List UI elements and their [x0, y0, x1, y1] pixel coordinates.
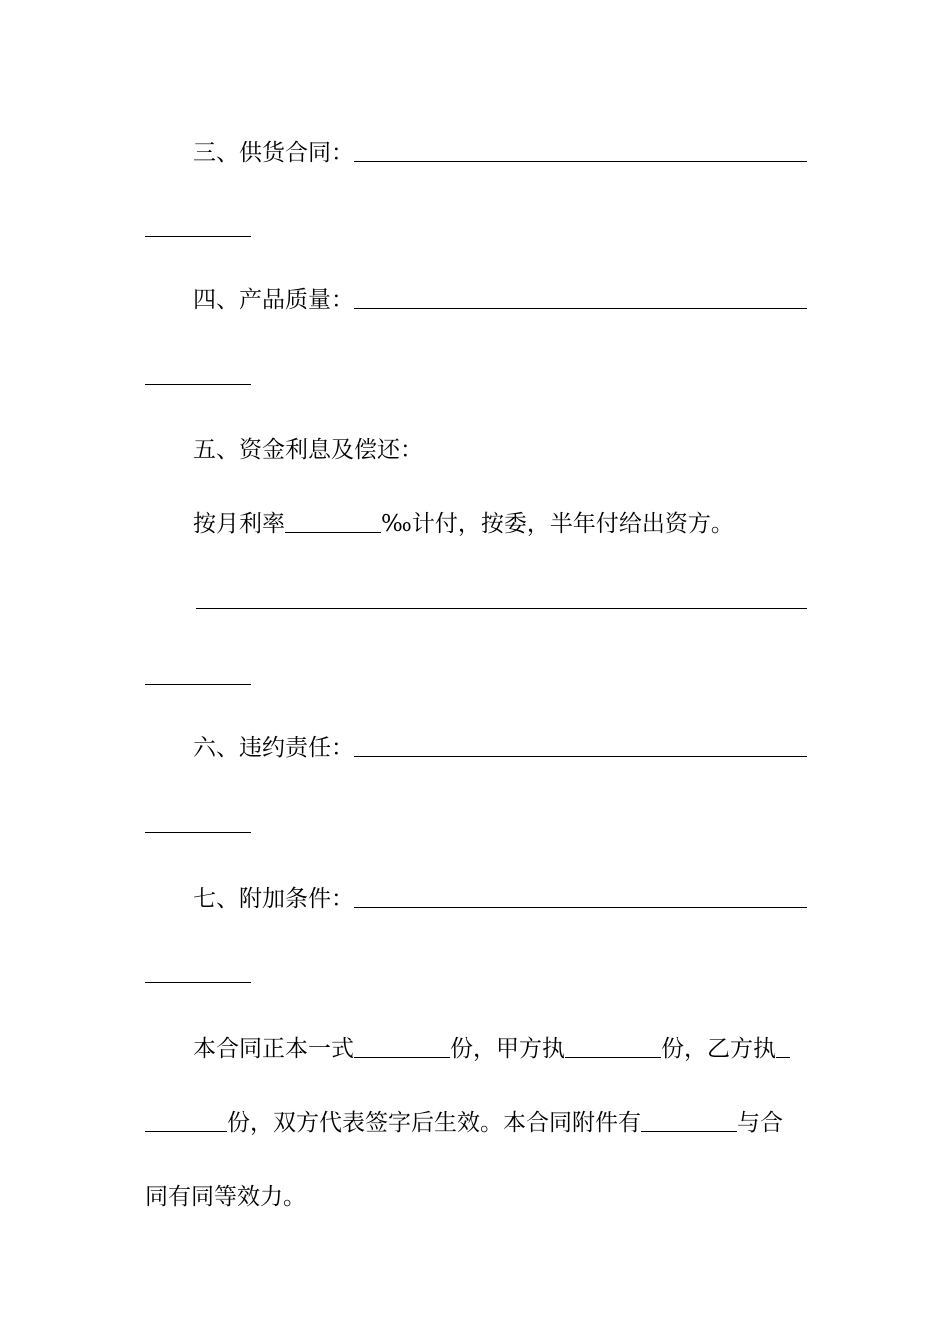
party-a-copies-blank[interactable]: [565, 1057, 661, 1058]
funds-extra-blank[interactable]: [196, 608, 807, 609]
copies-text-e: 与合: [737, 1110, 783, 1136]
interest-rate-prefix: 按月利率: [193, 511, 285, 537]
supply-contract-line: [193, 138, 807, 168]
funds-extra-blank-continued[interactable]: [145, 684, 251, 685]
interest-rate-line: [193, 509, 807, 539]
additional-terms-blank[interactable]: [354, 907, 807, 908]
product-quality-blank[interactable]: [354, 308, 807, 309]
additional-terms-line: [193, 884, 807, 914]
copies-text-f: 同有同等效力。: [145, 1184, 306, 1210]
copies-line-1: [193, 1034, 807, 1064]
copies-text-a: 本合同正本一式: [193, 1036, 354, 1062]
breach-liability-blank-continued[interactable]: [145, 832, 251, 833]
breach-liability-blank[interactable]: [354, 756, 807, 757]
additional-terms-blank-continued[interactable]: [145, 982, 251, 983]
supply-contract-label: 三、供货合同：: [193, 140, 354, 166]
interest-rate-suffix: ‰计付，按委，半年付给出资方。: [381, 511, 734, 537]
breach-liability-label: 六、违约责任：: [193, 735, 354, 761]
copies-line-3: [145, 1182, 807, 1212]
supply-contract-blank[interactable]: [354, 161, 807, 162]
product-quality-line: [193, 285, 807, 315]
product-quality-label: 四、产品质量：: [193, 287, 354, 313]
total-copies-blank[interactable]: [354, 1057, 450, 1058]
copies-text-b: 份，甲方执: [450, 1036, 565, 1062]
copies-line-2: [145, 1108, 807, 1138]
funds-interest-line: [193, 435, 807, 465]
attachments-blank[interactable]: [641, 1131, 737, 1132]
party-b-copies-blank[interactable]: [776, 1057, 790, 1058]
supply-contract-blank-continued[interactable]: [145, 236, 251, 237]
copies-text-c: 份，乙方执: [661, 1036, 776, 1062]
party-b-copies-blank-continued[interactable]: [145, 1131, 227, 1132]
additional-terms-label: 七、附加条件：: [193, 886, 354, 912]
funds-interest-label: 五、资金利息及偿还：: [193, 437, 423, 463]
interest-rate-blank[interactable]: [285, 532, 381, 533]
copies-text-d: 份，双方代表签字后生效。本合同附件有: [227, 1110, 641, 1136]
product-quality-blank-continued[interactable]: [145, 384, 251, 385]
breach-liability-line: [193, 733, 807, 763]
